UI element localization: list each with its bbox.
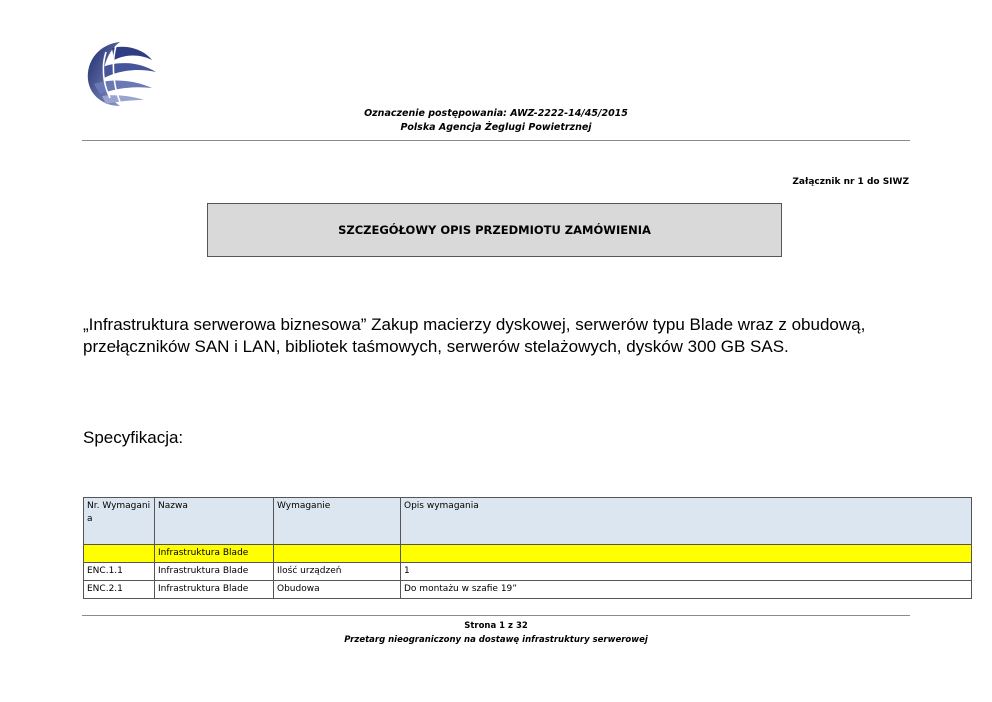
page-number: Strona 1 z 32	[464, 621, 528, 631]
footer-divider	[82, 615, 910, 616]
document-title: SZCZEGÓŁOWY OPIS PRZEDMIOTU ZAMÓWIENIA	[338, 223, 651, 237]
agency-name: Polska Agencja Żeglugi Powietrznej	[400, 122, 592, 133]
specification-table	[83, 497, 972, 599]
header-divider	[82, 140, 910, 141]
row-cell-number: ENC.2.1	[84, 581, 155, 599]
section-row	[84, 545, 972, 563]
row-cell-number: ENC.1.1	[84, 563, 155, 581]
header-cell-requirement: Wymaganie	[274, 498, 401, 545]
section-cell-name: Infrastruktura Blade	[155, 545, 274, 563]
attachment-label: Załącznik nr 1 do SIWZ	[792, 177, 909, 187]
row-cell-name: Infrastruktura Blade	[155, 563, 274, 581]
globe-logo-icon	[82, 38, 162, 110]
header-cell-number: Nr. Wymagani a	[84, 498, 155, 545]
header-cell-name: Nazwa	[155, 498, 274, 545]
row-cell-requirement: Ilość urządzeń	[274, 563, 401, 581]
row-cell-description: 1	[401, 563, 972, 581]
agency-logo	[82, 38, 162, 110]
footer-caption: Przetarg nieograniczony na dostawę infrastruktury serwerowej	[344, 635, 648, 645]
document-title-box	[207, 203, 782, 257]
section-cell-empty	[84, 545, 155, 563]
row-cell-name: Infrastruktura Blade	[155, 581, 274, 599]
table-header-row	[84, 498, 972, 545]
procedure-reference: Oznaczenie postępowania: AWZ-2222-14/45/2015	[364, 108, 628, 119]
section-cell-empty	[401, 545, 972, 563]
table-row	[84, 563, 972, 581]
specification-label: Specyfikacja:	[83, 428, 184, 447]
row-cell-requirement: Obudowa	[274, 581, 401, 599]
row-cell-description: Do montażu w szafie 19”	[401, 581, 972, 599]
header-cell-description: Opis wymagania	[401, 498, 972, 545]
section-cell-empty	[274, 545, 401, 563]
intro-paragraph: „Infrastruktura serwerowa biznesowa” Zakup macierzy dyskowej, serwerów typu Blade wraz z obudową, przełączników SAN i LAN, bibliotek taśmowych, serwerów stelażowych, dysków 300 GB SAS.	[83, 315, 866, 356]
table-row	[84, 581, 972, 599]
